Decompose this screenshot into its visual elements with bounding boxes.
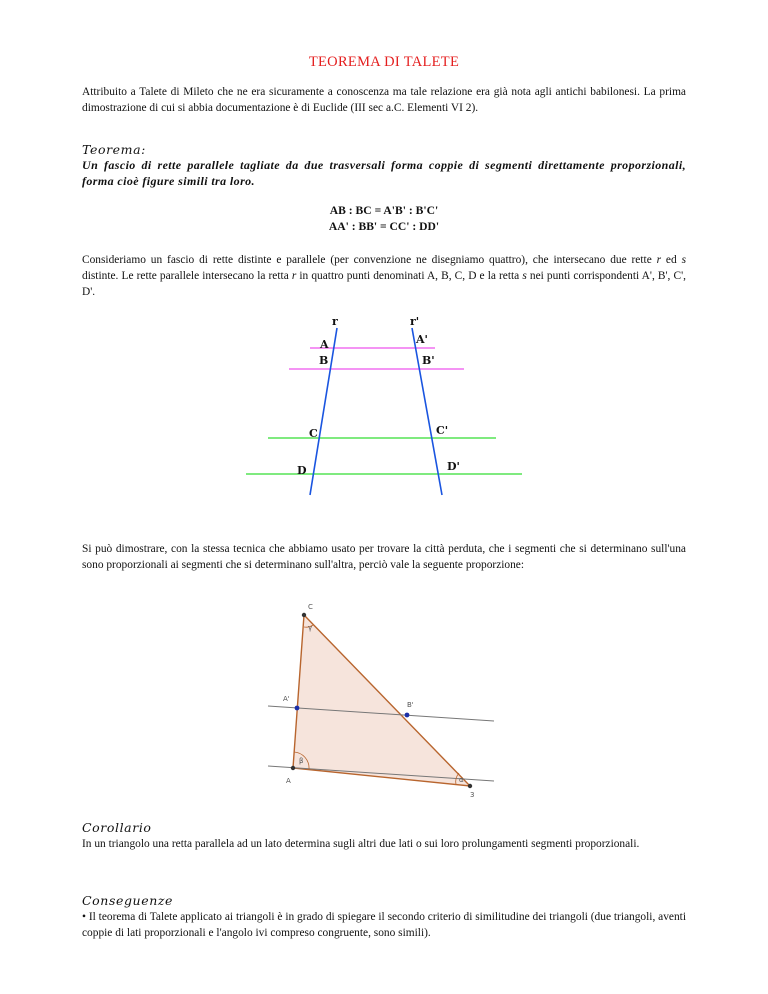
point-a: [291, 766, 295, 770]
triangle-figure: [262, 600, 502, 800]
formula-line-1: AB : BC = A'B' : B'C': [329, 204, 439, 217]
label-tri-b-prime: B': [407, 701, 414, 709]
label-c: C: [309, 427, 318, 440]
formula-line-2: AA' : BB' = CC' : DD': [328, 220, 440, 233]
point-c: [302, 613, 306, 617]
label-tri-c: C: [308, 603, 313, 611]
theorem-statement: Un fascio di rette parallele tagliate da due trasversali forma coppie di segmenti direttamente proporzionali, forma cioè figure simili tra loro.: [82, 158, 686, 188]
consequences-heading: Conseguenze: [82, 893, 174, 908]
label-tri-a: A: [286, 777, 291, 785]
label-r-prime: r': [410, 315, 420, 328]
label-a: A: [320, 338, 329, 351]
label-c-prime: C': [436, 424, 449, 437]
page-title: TEOREMA DI TALETE: [308, 54, 460, 70]
corollary-text: In un triangolo una retta parallela ad un lato determina sugli altri due lati o sui loro prolungamenti segmenti proporzionali.: [82, 838, 640, 850]
point-b: [468, 784, 472, 788]
label-b: B: [319, 354, 329, 367]
triangle-abc: [293, 615, 470, 786]
corollary-heading: Corollario: [82, 820, 152, 835]
label-b-prime: B': [422, 354, 435, 367]
label-a-prime: A': [416, 333, 428, 346]
setup-paragraph: Consideriamo un fascio di rette distinte e parallele (per convenzione ne disegniamo quattro), che intersecano due rette r ed s distinte. Le rette parallele intersecano la retta r in quattro punti denominati A, B, C, D e la retta s nei punti corrispondenti A', B', C', D'.: [82, 254, 686, 298]
label-d: D: [297, 464, 307, 477]
proportion-paragraph: Si può dimostrare, con la stessa tecnica che abbiamo usato per trovare la città perduta, che i segmenti che si determinano sull'una sono proporzionali ai segmenti che si determinano sull'altra, perciò vale la seguente proporzione:: [82, 543, 686, 571]
label-tri-b: 3: [470, 791, 475, 799]
point-a-prime: [295, 706, 300, 711]
label-r: r: [332, 315, 338, 328]
label-beta: β: [299, 757, 304, 765]
intro-paragraph: Attribuito a Talete di Mileto che ne era sicuramente a conoscenza ma tale relazione era già nota agli antichi babilonesi. La prima dimostrazione di cui si abbia documentazione è di Euclide (III sec a.C. Elementi VI 2).: [82, 86, 686, 114]
parallel-lines-figure: [240, 312, 530, 512]
theorem-heading: Teorema:: [82, 142, 146, 157]
label-tri-a-prime: A': [283, 695, 290, 703]
label-d-prime: D': [447, 460, 460, 473]
point-b-prime: [405, 713, 410, 718]
label-alpha: α: [459, 776, 464, 784]
consequences-text: • Il teorema di Talete applicato ai triangoli è in grado di spiegare il secondo criterio di similitudine dei triangoli (due triangoli, aventi coppie di lati proporzionali e l'angolo ivi compreso congruente, sono simili).: [82, 911, 686, 939]
label-gamma: γ: [308, 624, 313, 632]
